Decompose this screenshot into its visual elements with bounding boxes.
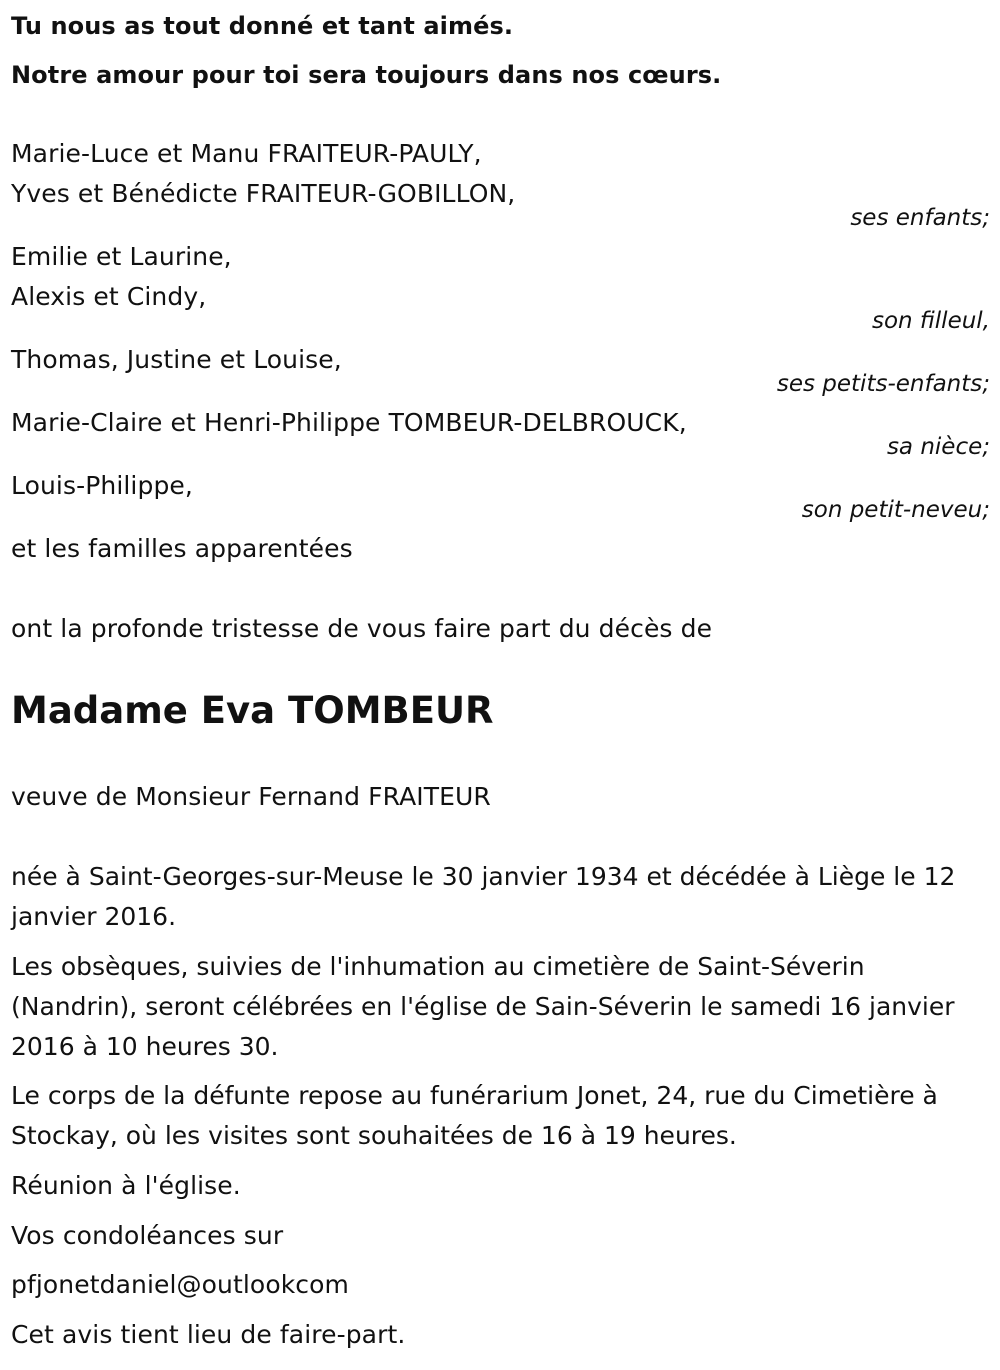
rest-location-text: Le corps de la défunte repose au funérarium Jonet, 24, rue du Cimetière à Stockay, où les visites sont souhaitées de 16 à 19 heures. <box>11 1081 938 1150</box>
widow-of-text: veuve de Monsieur Fernand FRAITEUR <box>11 782 491 811</box>
condolences-text: Vos condoléances sur <box>11 1221 284 1250</box>
role-children: ses enfants; <box>850 205 990 231</box>
funeral-text: Les obsèques, suivies de l'inhumation au cimetière de Saint-Séverin (Nandrin), seront célébrées en l'église de Sain-Séverin le samedi 16 janvier 2016 à 10 heures 30. <box>11 952 955 1061</box>
role-godson: son filleul, <box>871 308 990 334</box>
condolences-email[interactable]: pfjonetdaniel@outlookcom <box>11 1270 349 1299</box>
intro-line-1: Tu nous as tout donné et tant aimés. <box>11 12 514 40</box>
notice-text: Cet avis tient lieu de faire-part. <box>11 1320 406 1349</box>
family-grandnephew: Louis-Philippe, <box>11 471 193 500</box>
family-godson-line-1: Emilie et Laurine, <box>11 242 232 271</box>
family-niece: Marie-Claire et Henri-Philippe TOMBEUR-DELBROUCK, <box>11 408 687 437</box>
family-godson-line-2: Alexis et Cindy, <box>11 282 207 311</box>
birth-death-text: née à Saint-Georges-sur-Meuse le 30 janvier 1934 et décédée à Liège le 12 janvier 2016. <box>11 862 956 931</box>
family-children-line-2: Yves et Bénédicte FRAITEUR-GOBILLON, <box>11 179 516 208</box>
meeting-text: Réunion à l'église. <box>11 1171 241 1200</box>
intro-line-2: Notre amour pour toi sera toujours dans nos cœurs. <box>11 61 722 89</box>
role-grandnephew: son petit-neveu; <box>801 497 990 523</box>
announcement-text: ont la profonde tristesse de vous faire part du décès de <box>11 614 713 643</box>
family-related: et les familles apparentées <box>11 534 353 563</box>
family-grandchildren: Thomas, Justine et Louise, <box>11 345 342 374</box>
deceased-name: Madame Eva TOMBEUR <box>11 689 494 732</box>
family-children-line-1: Marie-Luce et Manu FRAITEUR-PAULY, <box>11 139 482 168</box>
role-grandchildren: ses petits-enfants; <box>776 371 990 397</box>
role-niece: sa nièce; <box>886 434 990 460</box>
